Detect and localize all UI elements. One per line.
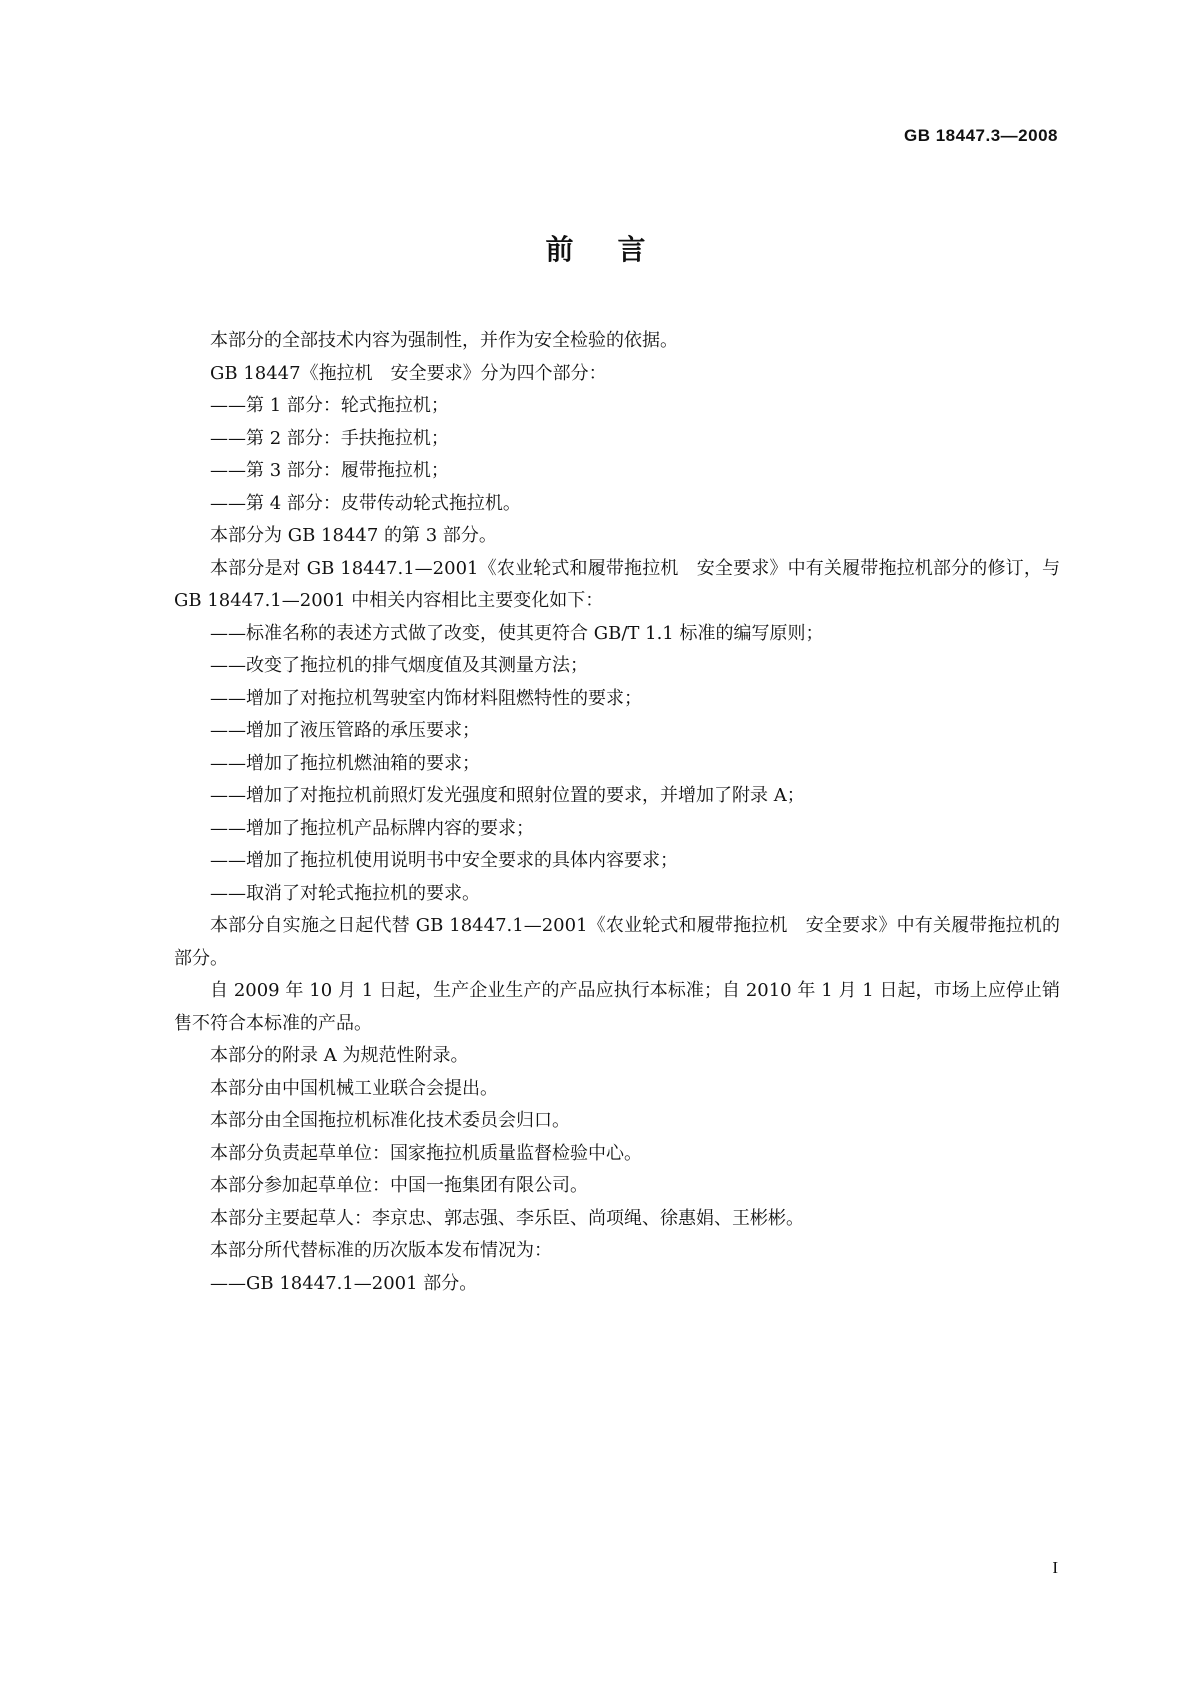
paragraph: 本部分参加起草单位：中国一拖集团有限公司。 xyxy=(210,1175,588,1196)
page-number: I xyxy=(1052,1558,1058,1577)
paragraph: 本部分自实施之日起代替 GB 18447.1—2001《农业轮式和履带拖拉机 安全要求》中有关履带拖拉机的部分。 xyxy=(174,915,1060,969)
paragraph: 本部分由全国拖拉机标准化技术委员会归口。 xyxy=(210,1110,570,1131)
paragraph: 本部分的附录 A 为规范性附录。 xyxy=(210,1045,469,1066)
paragraph: 本部分主要起草人：李京忠、郭志强、李乐臣、尚项绳、徐惠娟、王彬彬。 xyxy=(210,1207,804,1229)
list-item: ——取消了对轮式拖拉机的要求。 xyxy=(210,882,480,904)
list-item: ——改变了拖拉机的排气烟度值及其测量方法； xyxy=(210,655,588,676)
paragraph: 自 2009 年 10 月 1 日起，生产企业生产的产品应执行本标准；自 2010 年 1 月 1 日起，市场上应停止销售不符合本标准的产品。 xyxy=(174,980,1060,1034)
list-item: ——增加了对拖拉机驾驶室内饰材料阻燃特性的要求； xyxy=(210,687,642,709)
list-item: ——第 1 部分：轮式拖拉机； xyxy=(210,395,449,416)
paragraph: 本部分负责起草单位：国家拖拉机质量监督检验中心。 xyxy=(210,1142,642,1164)
page-title: 前言 xyxy=(545,233,690,266)
list-item: ——增加了液压管路的承压要求； xyxy=(210,720,480,741)
list-item: ——增加了拖拉机产品标牌内容的要求； xyxy=(210,817,534,839)
list-item: ——增加了对拖拉机前照灯发光强度和照射位置的要求，并增加了附录 A； xyxy=(210,785,805,806)
list-item: ——增加了拖拉机使用说明书中安全要求的具体内容要求； xyxy=(210,850,678,871)
list-item: ——标准名称的表述方式做了改变，使其更符合 GB/T 1.1 标准的编写原则； xyxy=(210,622,824,644)
paragraph: 本部分由中国机械工业联合会提出。 xyxy=(210,1077,498,1099)
list-item: ——增加了拖拉机燃油箱的要求； xyxy=(210,752,480,774)
paragraph: 本部分所代替标准的历次版本发布情况为： xyxy=(210,1240,552,1261)
list-item: ——第 2 部分：手扶拖拉机； xyxy=(210,427,449,449)
paragraph: 本部分为 GB 18447 的第 3 部分。 xyxy=(210,525,497,546)
list-item: ——GB 18447.1—2001 部分。 xyxy=(210,1272,478,1294)
paragraph: GB 18447《拖拉机 安全要求》分为四个部分： xyxy=(210,362,607,384)
list-item: ——第 4 部分：皮带传动轮式拖拉机。 xyxy=(210,492,521,514)
list-item: ——第 3 部分：履带拖拉机； xyxy=(210,460,449,481)
document-body xyxy=(174,325,1060,1300)
standard-code: GB 18447.3—2008 xyxy=(904,126,1058,145)
paragraph: 本部分的全部技术内容为强制性，并作为安全检验的依据。 xyxy=(210,330,678,351)
paragraph: 本部分是对 GB 18447.1—2001《农业轮式和履带拖拉机 安全要求》中有关履带拖拉机部分的修订，与 GB 18447.1—2001 中相关内容相比主要变化如下： xyxy=(174,557,1060,611)
